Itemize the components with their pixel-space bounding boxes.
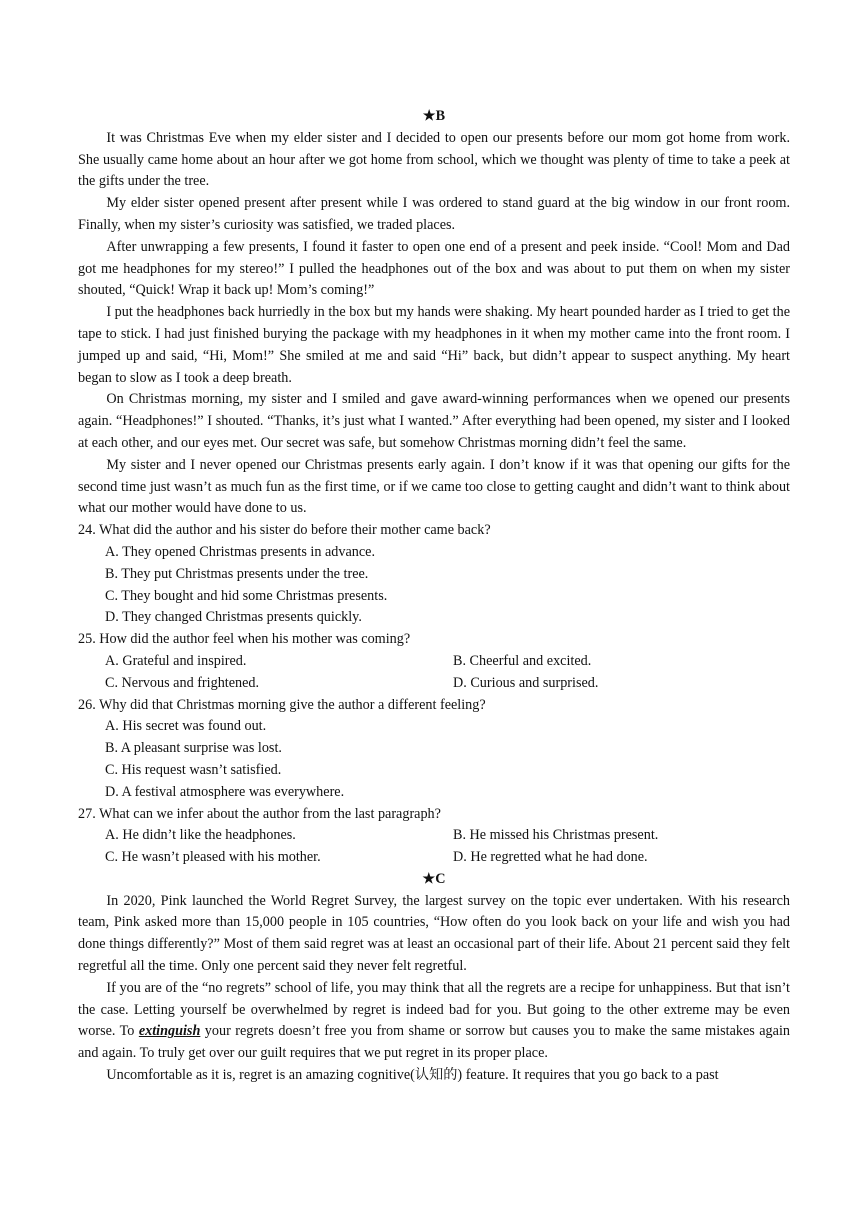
question-27-options-row-1	[78, 825, 790, 847]
section-c-title: ★C	[422, 870, 446, 887]
passage-b-paragraph-1: It was Christmas Eve when my elder sister and I decided to open our presents before our mom got home from work. She usually came home about an hour after we got home from school, which we thought was plenty of time to take a peek at the gifts under the tree.	[78, 129, 790, 190]
question-24-stem: 24. What did the author and his sister do before their mother came back?	[78, 522, 491, 539]
keyword-extinguish: extinguish	[138, 1023, 201, 1040]
question-24-option-c: C. They bought and hid some Christmas presents.	[105, 587, 388, 604]
question-25-option-a: A. Grateful and inspired.	[105, 652, 247, 669]
question-27-option-c: C. He wasn’t pleased with his mother.	[105, 849, 321, 866]
passage-c-paragraph-2	[78, 978, 790, 1065]
passage-c-paragraph-2-before: If you are of the “no regrets” school of life, you may think that all the regrets are a recipe for unhappiness. But that isn’t the case. Letting yourself be overwhelmed by regret is indeed bad for you. But going to the other extreme may be even worse. To	[78, 979, 790, 1040]
exam-page	[78, 106, 790, 1087]
question-25-option-d: D. Curious and surprised.	[453, 674, 599, 691]
question-25-option-c: C. Nervous and frightened.	[105, 674, 260, 691]
passage-b-paragraph-6: My sister and I never opened our Christmas presents early again. I don’t know if it was that opening our gifts for the second time just wasn’t as much fun as the first time, or if we came too close to getting caught and didn’t want to think about what our mother would have done to us.	[78, 456, 790, 517]
question-26-option-d: D. A festival atmosphere was everywhere.	[105, 783, 345, 800]
passage-b-paragraph-2: My elder sister opened present after present while I was ordered to stand guard at the big window in our front room. Finally, when my sister’s curiosity was satisfied, we traded places.	[78, 195, 790, 233]
question-27-option-d: D. He regretted what he had done.	[453, 849, 648, 866]
question-25-options-row-2	[78, 673, 790, 695]
question-26-option-a: A. His secret was found out.	[105, 718, 267, 735]
question-26-option-c: C. His request wasn’t satisfied.	[105, 761, 282, 778]
question-25-stem: 25. How did the author feel when his mother was coming?	[78, 631, 411, 648]
question-24-option-b: B. They put Christmas presents under the tree.	[105, 565, 369, 582]
question-24-option-d: D. They changed Christmas presents quickly.	[105, 609, 362, 626]
question-26-stem: 26. Why did that Christmas morning give the author a different feeling?	[78, 696, 486, 713]
question-27-stem: 27. What can we infer about the author from the last paragraph?	[78, 805, 441, 822]
passage-c-paragraph-1: In 2020, Pink launched the World Regret Survey, the largest survey on the topic ever undertaken. With his research team, Pink asked more than 15,000 people in 105 countries, “How often do you look back on your life and wish you had done things differently?” Most of them said regret was at least an occasional part of their life. About 21 percent said they felt regretful all the time. Only one percent said they never felt regretful.	[78, 892, 790, 975]
question-25-option-b: B. Cheerful and excited.	[453, 652, 592, 669]
passage-b-paragraph-3: After unwrapping a few presents, I found it faster to open one end of a present and peek inside. “Cool! Mom and Dad got me headphones for my stereo!” I pulled the headphones out of the box and was about to put them on when my sister shouted, “Quick! Wrap it back up! Mom’s coming!”	[78, 238, 790, 299]
question-24-option-a: A. They opened Christmas presents in advance.	[105, 543, 376, 560]
passage-c-paragraph-3: Uncomfortable as it is, regret is an amazing cognitive(认知的) feature. It requires that you go back to a past	[106, 1067, 719, 1084]
question-26-option-b: B. A pleasant surprise was lost.	[105, 740, 282, 757]
passage-c-paragraph-2-after: your regrets doesn’t free you from shame or sorrow but causes you to make the same mistakes again and again. To truly get over our guilt requires that we put regret in its proper place.	[78, 1023, 790, 1062]
question-27-option-b: B. He missed his Christmas present.	[453, 827, 659, 844]
passage-b-paragraph-5: On Christmas morning, my sister and I smiled and gave award-winning performances when we opened our presents again. “Headphones!” I shouted. “Thanks, it’s just what I wanted.” After everything had been opened, my sister and I looked at each other, and our eyes met. Our secret was safe, but somehow Christmas morning didn’t feel the same.	[78, 391, 790, 451]
passage-b-paragraph-4: I put the headphones back hurriedly in the box but my hands were shaking. My heart pounded harder as I tried to get the tape to stick. I had just finished burying the package with my headphones in it when my mother came into the front room. I jumped up and said, “Hi, Mom!” She smiled at me and said “Hi” back, but didn’t appear to suspect anything. My heart began to slow as I took a deep breath.	[78, 304, 790, 386]
question-27-options-row-2	[78, 847, 790, 869]
section-b-title: ★B	[422, 108, 446, 124]
question-27-option-a: A. He didn’t like the headphones.	[105, 827, 296, 844]
question-25-options-row-1	[78, 651, 790, 673]
